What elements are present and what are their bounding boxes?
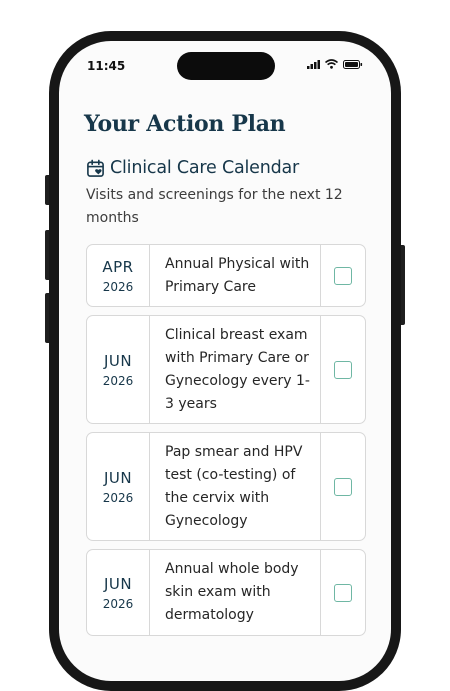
item-date <box>87 550 150 635</box>
calendar-item <box>86 549 366 636</box>
section-title: Clinical Care Calendar <box>110 158 300 178</box>
item-date <box>87 316 150 423</box>
item-year: 2026 <box>102 279 134 294</box>
section-header <box>86 158 299 178</box>
item-checkbox[interactable] <box>334 584 352 602</box>
battery-icon <box>343 60 363 69</box>
section-subtitle: Visits and screenings for the next 12 months <box>86 187 343 226</box>
item-month: APR <box>102 257 134 276</box>
wifi-icon <box>325 59 338 69</box>
item-check-cell <box>321 433 365 540</box>
item-year: 2026 <box>102 596 134 611</box>
calendar-item <box>86 315 366 424</box>
item-year: 2026 <box>102 490 134 505</box>
item-month: JUN <box>103 351 133 370</box>
status-time: 11:45 <box>87 59 126 73</box>
item-description: Clinical breast exam with Primary Care or Gynecology every 1-3 years <box>150 316 321 423</box>
item-check-cell <box>321 245 365 306</box>
item-checkbox[interactable] <box>334 361 352 379</box>
signal-icon <box>307 60 320 69</box>
item-description: Pap smear and HPV test (co-testing) of the cervix with Gynecology <box>150 433 321 540</box>
status-icons <box>307 59 363 69</box>
item-checkbox[interactable] <box>334 478 352 496</box>
item-year: 2026 <box>102 373 134 388</box>
phone-screen <box>59 41 391 681</box>
item-check-cell <box>321 550 365 635</box>
page-title: Your Action Plan <box>84 111 286 137</box>
item-month: JUN <box>103 574 133 593</box>
calendar-heart-icon <box>86 159 105 178</box>
item-check-cell <box>321 316 365 423</box>
calendar-item <box>86 432 366 541</box>
item-description: Annual whole body skin exam with dermatology <box>150 550 321 635</box>
dynamic-island <box>177 52 275 80</box>
item-description: Annual Physical with Primary Care <box>150 245 321 306</box>
item-checkbox[interactable] <box>334 267 352 285</box>
item-date <box>87 245 150 306</box>
item-month: JUN <box>103 468 133 487</box>
item-date <box>87 433 150 540</box>
calendar-item <box>86 244 366 307</box>
